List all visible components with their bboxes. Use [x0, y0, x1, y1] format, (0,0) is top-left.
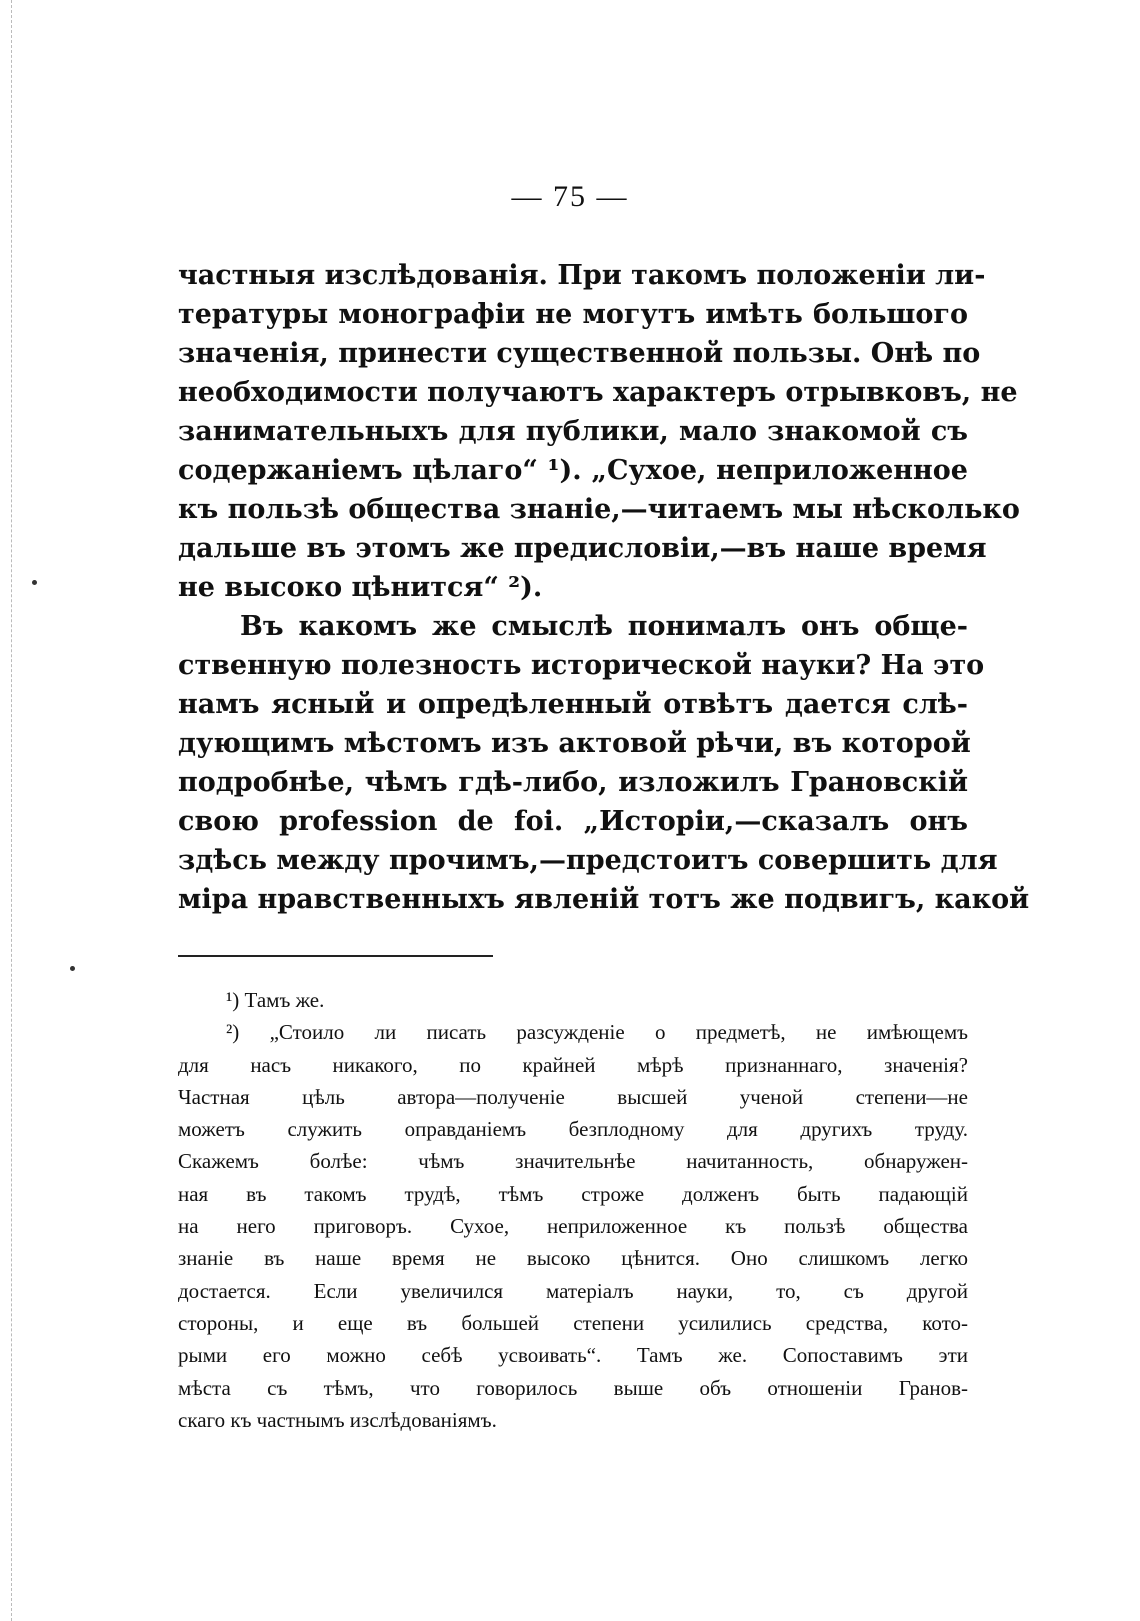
text-line: намъ ясный и опредѣленный отвѣтъ дается слѣ- [178, 689, 968, 720]
footnote-2-line: для насъ никакого, по крайней мѣрѣ признаннаго, значенія? [178, 1052, 968, 1077]
text-line: дальше въ этомъ же предисловіи,—въ наше время [178, 533, 987, 564]
footnote-1: ¹) Тамъ же. [226, 988, 325, 1012]
text-line: занимательныхъ для публики, мало знакомой съ [178, 416, 968, 447]
text-line: содержаніемъ цѣлаго“ ¹). „Сухое, неприложенное [178, 455, 968, 486]
text-line: значенія, принести существенной пользы. Онѣ по [178, 338, 981, 369]
text-line: міра нравственныхъ явленій тотъ же подвигъ, какой [178, 884, 1030, 915]
footnote-2-line: на него приговоръ. Сухое, неприложенное къ пользѣ общества [178, 1214, 968, 1239]
footnote-2-line: мѣста съ тѣмъ, что говорилось выше объ отношеніи Гранов- [178, 1375, 968, 1400]
text-line: къ пользѣ общества знаніе,—читаемъ мы нѣсколько [178, 494, 1020, 525]
page-edge-mark [11, 0, 12, 1621]
footnote-separator [178, 955, 493, 957]
page-number: — 75 — [511, 180, 629, 213]
footnote-2-line: достается. Если увеличился матеріалъ науки, то, съ другой [178, 1278, 968, 1303]
footnotes [178, 984, 968, 1436]
text-line: здѣсь между прочимъ,—предстоитъ совершить для [178, 845, 998, 876]
footnote-2-line: скаго къ частнымъ изслѣдованіямъ. [178, 1407, 497, 1432]
text-line: подробнѣе, чѣмъ гдѣ-либо, изложилъ Грановскій [178, 767, 968, 798]
footnote-2-line: рыми его можно себѣ усвоивать“. Тамъ же. Сопоставимъ эти [178, 1343, 968, 1368]
footnote-2-line: Скажемъ болѣе: чѣмъ значительнѣе начитанность, обнаружен- [178, 1149, 968, 1174]
speck [32, 580, 37, 585]
footnote-2-line: знаніе въ наше время не высоко цѣнится. Оно слишкомъ легко [178, 1246, 968, 1271]
text-line: свою profession de foi. „Исторіи,—сказалъ онъ [178, 806, 968, 837]
footnote-2-line: ²) „Стоило ли писать разсужденіе о предметѣ, не имѣющемъ [226, 1020, 968, 1045]
text-line: необходимости получаютъ характеръ отрывковъ, не [178, 377, 1018, 408]
text-line: не высоко цѣнится“ ²). [178, 572, 543, 603]
text-line: дующимъ мѣстомъ изъ актовой рѣчи, въ которой [178, 728, 971, 759]
footnote-2-line: стороны, и еще въ большей степени усилились средства, кото- [178, 1310, 968, 1335]
speck [70, 966, 75, 971]
text-line: тературы монографіи не могутъ имѣть большого [178, 299, 968, 330]
text-line: ственную полезность исторической науки? На это [178, 650, 985, 681]
footnote-2-line: можетъ служить оправданіемъ безплодному для другихъ труду. [178, 1117, 968, 1142]
main-text [178, 256, 1030, 919]
paragraph-start-line: Въ какомъ же смыслѣ понималъ онъ обще- [240, 611, 968, 642]
footnote-2-line: Частная цѣль автора—полученіе высшей ученой степени—не [178, 1084, 968, 1109]
footnote-2-line: ная въ такомъ трудѣ, тѣмъ строже долженъ быть падающій [178, 1181, 968, 1206]
text-line: частныя изслѣдованія. При такомъ положеніи ли- [178, 260, 986, 291]
